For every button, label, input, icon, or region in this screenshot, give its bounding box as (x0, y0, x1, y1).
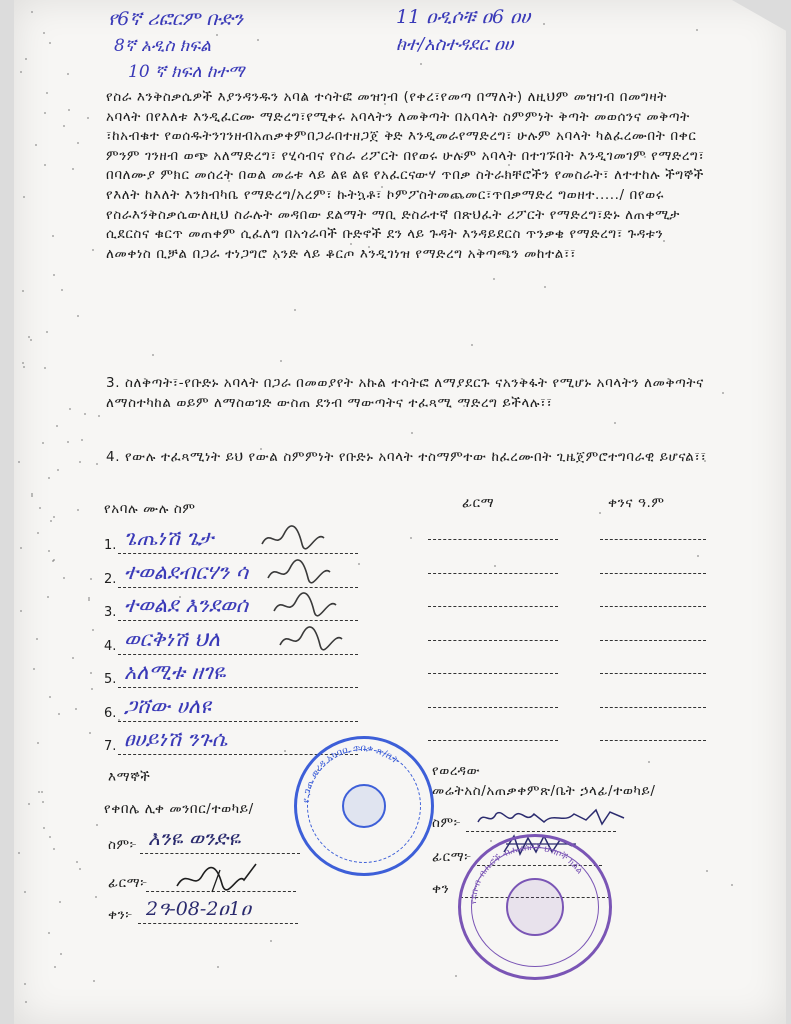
paper-speck (52, 235, 54, 237)
member-signature-scribble (264, 558, 334, 586)
member-row-name: ፀሀይነሽ ንጉሴ (124, 727, 228, 751)
header-handwriting-right-1: 11 ዐዲሶቹ ዐ6 ዐሀ (396, 6, 531, 28)
member-row-name-line (118, 720, 358, 722)
witness-name-value: እንዬ ወንድዬ (148, 826, 241, 850)
paper-speck (48, 477, 50, 479)
paper-speck (18, 461, 20, 463)
stamp-ring-text (458, 834, 606, 974)
paper-speck (43, 827, 45, 829)
office-stamp-blue (294, 736, 434, 876)
member-row-number: 7. (104, 739, 117, 754)
paper-speck (56, 425, 58, 427)
paper-speck (63, 577, 65, 579)
member-row-name-line (118, 619, 358, 621)
office-stamp-purple (458, 834, 612, 980)
paper-speck (42, 801, 44, 803)
paper-speck (98, 415, 100, 417)
svg-text:የደቡብ ብሔሮች ብሔረሰቦች ህዝቦች ክልል: የደቡብ ብሔሮች ብሔረሰቦች ህዝቦች ክልል (468, 842, 585, 905)
paper-speck (57, 469, 59, 471)
member-row-date-line (600, 572, 706, 574)
member-row-signature-line (428, 706, 558, 708)
verifier-heading: የወረዳው (432, 763, 481, 779)
member-row-name-line (118, 686, 358, 688)
stamp-ring-text (294, 736, 428, 870)
member-signature-scribble (270, 591, 340, 619)
contract-paragraph-effectiveness: 4. የውሉ ተፈጻሚነት ይህ የውል ስምምነት የቡድኑ አባላት ተስማምተው ከፈረሙበት ጊዜጀምሮተግባራዊ ይሆናል፣፣ (106, 449, 707, 465)
witness-date-label: ቀን፦ (108, 907, 134, 923)
paper-speck (35, 144, 37, 146)
paper-speck (24, 983, 26, 985)
verifier-name-label: ስም፦ (432, 815, 462, 831)
paper-speck (46, 92, 48, 94)
header-handwriting-left-3: 10 ኛ ክፍለ ከተማ (128, 62, 245, 82)
paper-speck (92, 629, 94, 631)
paper-speck (72, 168, 74, 170)
member-row-number: 1. (104, 538, 117, 553)
witness-signature-label: ፊርማ፦ (108, 875, 148, 891)
paper-speck (722, 392, 724, 394)
paper-speck (257, 39, 259, 41)
paper-speck (420, 63, 422, 65)
witnesses-heading: እማኞች (108, 769, 151, 785)
paper-speck (30, 339, 32, 341)
member-row-date-line (600, 538, 706, 540)
member-row-name: ጋሸው ሀለዩ (124, 693, 211, 718)
verifier-date-label: ቀን (432, 881, 450, 897)
paper-speck (22, 362, 24, 364)
paper-speck (91, 688, 93, 690)
contract-paragraph-penalty: 3. ስለቅጣት፣-የቡድኑ አባላት በጋራ በመወያየት አኩል ተሳትፎ ለማያደርጉ ናአንቅፋት የሚሆኑ አባላትን ለመቅጣትና ለማስተካከል ወይም ለማስወገድ ውስጠ ደንብ ማውጣትና ተፈጻሚ ማድረግ ይችላሉ፣፣ (106, 375, 704, 411)
witness-name-label: ስም፦ (108, 837, 138, 853)
paper-speck (20, 547, 22, 549)
paper-speck (494, 565, 496, 567)
paper-speck (31, 493, 33, 495)
paper-speck (18, 852, 20, 854)
header-handwriting-left-1: የ6ኛ ሪፎርም ቡድን (108, 8, 244, 30)
member-row-name: ጌጤነሽ ጌታ (124, 526, 214, 550)
member-row-number: 2. (104, 571, 117, 587)
paper-speck (25, 1001, 27, 1003)
contract-paragraph-activities: የስራ እንቅስቃሴዎች እያንዳንዱን አባል ተሳትፎ መዝገብ (የቀረ፣የመጣ በማለት) ለዚህም መዝገብ በመግዛት አባላት በየእለቱ እንዲፈርሙ ማድረግ፣የሚቀሩ አባላትን ለመቅጣት በአባላት ስምምነት ቅጣት መወሰንና መቅጣት ፣ከአብቁተ የወሰዱትንገንዘብአጠቃቀምበጋራበተዘጋጀ ቅድ እንዲመራየማድረግ፣ ሁሉም አባላት ካልፈረሙበት በቀር ምንም ገንዘብ ወጭ አለማድረግ፣ የሂሳብና የስራ ሪፖርት በየወሩ ሁሉም አባላት በተገኙበት እንዲገመገም የማድረግ፣ በባለሙያ ምክር መሰረት በወል መሬቱ ላይ ልዩ ልዩ የአፈርናውሃ ጥበቃ ስትራክቸሮችን የመስራት፣ ለተተከሉ ችግኞች የእለት ከእለት እንክብካቤ የማድረግ/አረም፣ ኩትኳቶ፣ ኮምፖስትመጨመር፣ጥበቃማድረ ግወዘተ...../ በየወሩ የስራእንቅስቃሴውለዚህ ስራሉት መዳበው ደልማት ማቢ ድስራተኛ በጽህፈት ሪፖርት የማድረግ፣ድኑ ለጠቀሚታ ሲደርስና ቁርጥ መጠቀም ሲፈለግ በአጎራባች ቡድኖች ደን ላይ ጉዳት እንዳይደርስ ጥንቃቄ የማድረግ፣ ጉዳቱን ለመቀነስ ቢቻል በጋራ ተነጋግሮ አንድ ላይ ቆርጦ እንዲገነዝ የማድረግ አቅጣጫን መከተል፣፣ (106, 89, 705, 262)
header-handwriting-left-2: 8ኛ አዲስ ክፍል (114, 36, 212, 56)
paper-speck (89, 732, 91, 734)
verifier-name-handwriting (474, 802, 634, 832)
paper-speck (31, 495, 33, 497)
paper-speck (54, 966, 56, 968)
paper-speck (23, 366, 25, 368)
column-header-signature: ፊርማ (462, 495, 495, 511)
header-handwriting-right-2: ከተ/አስተዳደር ዐሀ (396, 34, 514, 55)
paper-speck (648, 761, 650, 763)
member-row-name: ተወልደ እንደወሰ (124, 593, 249, 617)
member-row-number: 3. (104, 605, 117, 620)
paper-speck (39, 507, 41, 509)
column-header-name: የአባሉ ሙሉ ስም (104, 501, 196, 517)
paper-speck (20, 71, 22, 73)
member-row-name-line (118, 586, 358, 588)
member-row-date-line (600, 739, 706, 741)
witness-date-value: 2ዓ-08-2ዐ1ዐ (146, 898, 251, 920)
paper-speck (58, 713, 60, 715)
column-header-date: ቀንና ዓ.ም (608, 495, 665, 511)
paper-speck (93, 980, 95, 982)
paper-speck (697, 555, 699, 557)
witness-signature (172, 858, 262, 898)
paper-speck (92, 249, 94, 251)
paper-speck (614, 422, 616, 424)
member-row-date-line (600, 639, 706, 641)
member-signature-scribble (276, 625, 346, 653)
member-row-signature-line (428, 672, 558, 674)
verifier-signature-label: ፊርማ፦ (432, 849, 472, 865)
member-row-signature-line (428, 538, 558, 540)
member-row-name: አለሚቱ ዘገዬ (124, 660, 226, 684)
paper-speck (43, 32, 45, 34)
member-row-number: 4. (104, 638, 117, 654)
member-row-signature-line (428, 572, 558, 574)
received-by-label: የቀበሌ ሊቀ መንበር/ተወካይ/ (104, 801, 254, 817)
member-row-signature-line (428, 739, 558, 741)
paper-speck (33, 668, 35, 670)
verifier-office: መሬትአስ/አጠቃቀምጽ/ቤት ኃላፊ/ተወካይ/ (432, 783, 656, 799)
paper-speck (25, 58, 27, 60)
member-row-date-line (600, 672, 706, 674)
member-row-signature-line (428, 639, 558, 641)
paper-speck (28, 336, 30, 338)
member-row-number: 6. (104, 705, 117, 721)
witness-date-line (138, 922, 298, 924)
member-signature-scribble (258, 524, 328, 552)
member-row-date-line (600, 605, 706, 607)
paper-speck (411, 432, 413, 434)
paper-speck (75, 708, 77, 710)
member-row-name: ተወልደብርሃን ሳ (124, 559, 249, 584)
witness-name-line (140, 852, 300, 854)
paper-speck (47, 596, 49, 598)
member-row-date-line (600, 706, 706, 708)
member-row-name-line (118, 552, 358, 554)
member-row-signature-line (428, 605, 558, 607)
paper-speck (90, 672, 92, 674)
paper-speck (61, 289, 63, 291)
svg-text:የ ጋጤ ወረዳ አካባቢ ጥበቃ ጽ/ቤት: የ ጋጤ ወረዳ አካባቢ ጥበቃ ጽ/ቤት (300, 742, 401, 804)
paper-speck (77, 509, 79, 511)
paper-speck (81, 439, 83, 441)
paper-speck (22, 290, 24, 292)
member-row-name: ወርቅነሽ ህለ (124, 626, 221, 651)
member-row-number: 5. (104, 672, 117, 687)
member-row-name-line (118, 653, 358, 655)
